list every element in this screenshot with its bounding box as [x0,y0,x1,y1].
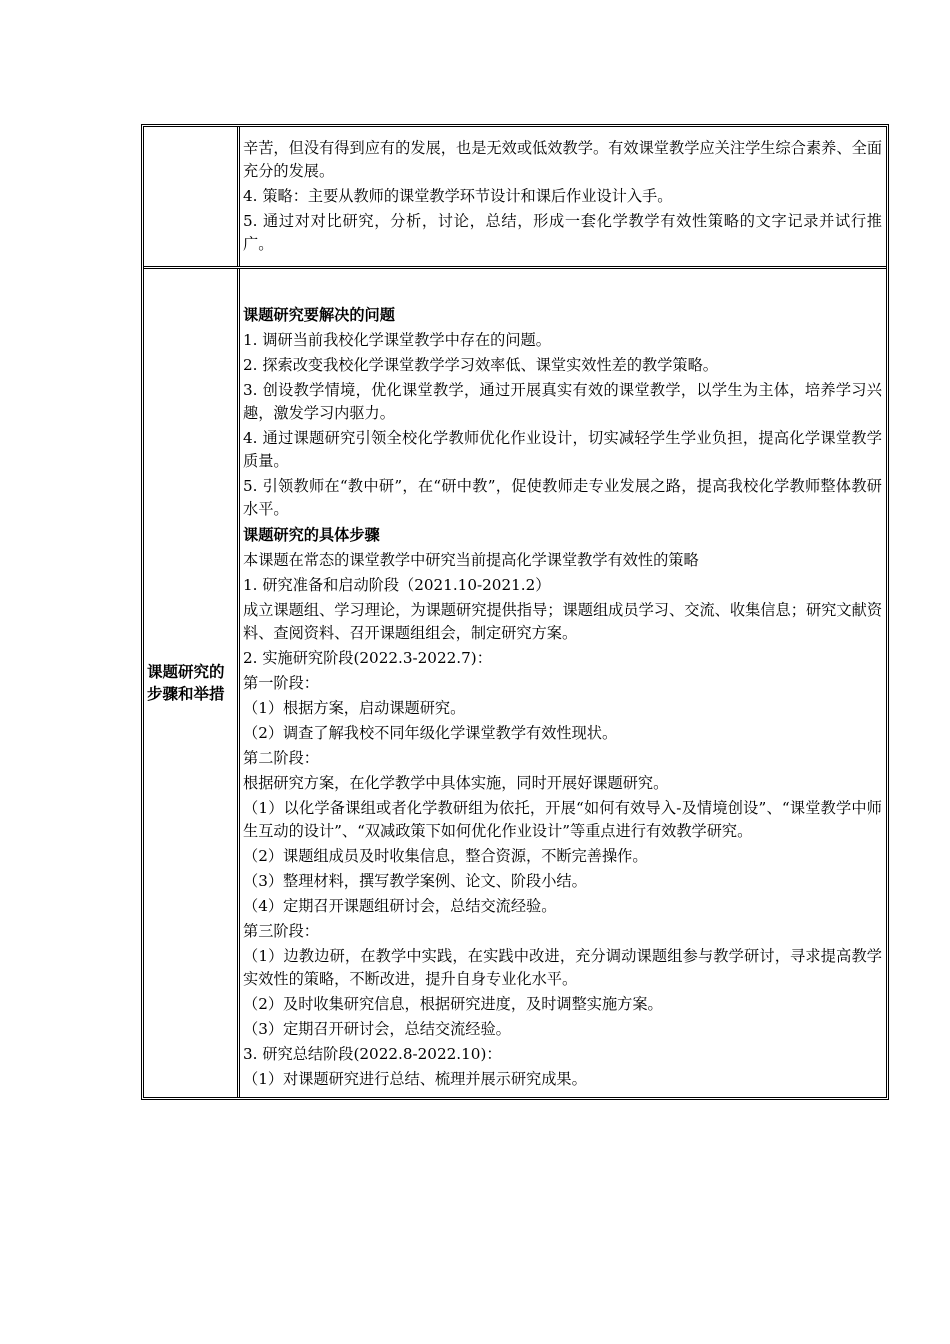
paragraph: （1）对课题研究进行总结、梳理并展示研究成果。 [243,1070,587,1088]
table-row [144,127,886,269]
paragraph: 辛苦，但没有得到应有的发展，也是无效或低效教学。有效课堂教学应关注学生综合素养、全面充分的发展。 [243,139,882,180]
paragraph: （1）以化学备课组或者化学教研组为依托，开展“如何有效导入-及情境创设”、“课堂教学中师生互动的设计”、“双减政策下如何优化作业设计”等重点进行有效教学研究。 [243,799,882,840]
paragraph: 第三阶段： [243,922,319,940]
row-label: 课题研究的步骤和举措 [144,269,240,1097]
paragraph: 3. 研究总结阶段(2022.8-2022.10)： [243,1045,502,1063]
paragraph: （2）课题组成员及时收集信息，整合资源，不断完善操作。 [243,847,648,865]
row-label [144,127,240,266]
document-table [141,124,889,1100]
section-heading: 课题研究要解决的问题 [243,306,395,324]
paragraph: 根据研究方案，在化学教学中具体实施，同时开展好课题研究。 [243,774,669,792]
row-content [240,269,886,1097]
paragraph: （4）定期召开课题组研讨会，总结交流经验。 [243,897,557,915]
section-heading: 课题研究的具体步骤 [243,526,380,544]
paragraph: 第一阶段： [243,674,319,692]
row-content [240,127,886,266]
paragraph: 2. 探索改变我校化学课堂教学学习效率低、课堂实效性差的教学策略。 [243,356,718,374]
paragraph: （3）整理材料，撰写教学案例、论文、阶段小结。 [243,872,587,890]
paragraph: （1）根据方案，启动课题研究。 [243,699,466,717]
paragraph: 5. 引领教师在“教中研”，在“研中教”，促使教师走专业发展之路，提高我校化学教师整体教研水平。 [243,477,882,518]
paragraph: 1. 研究准备和启动阶段（2021.10-2021.2） [243,576,551,594]
paragraph: （2）调查了解我校不同年级化学课堂教学有效性现状。 [243,724,618,742]
paragraph: 2. 实施研究阶段(2022.3-2022.7)： [243,649,492,667]
paragraph: 本课题在常态的课堂教学中研究当前提高化学课堂教学有效性的策略 [243,551,699,569]
table-row [144,269,886,1097]
paragraph: 4. 通过课题研究引领全校化学教师优化作业设计，切实减轻学生学业负担，提高化学课堂教学质量。 [243,429,882,470]
paragraph: （2）及时收集研究信息，根据研究进度，及时调整实施方案。 [243,995,663,1013]
paragraph: 4. 策略：主要从教师的课堂教学环节设计和课后作业设计入手。 [243,187,673,205]
paragraph: 3. 创设教学情境，优化课堂教学，通过开展真实有效的课堂教学，以学生为主体，培养学习兴趣，激发学习内驱力。 [243,381,882,422]
paragraph: 第二阶段： [243,749,319,767]
paragraph: 成立课题组、学习理论，为课题研究提供指导；课题组成员学习、交流、收集信息；研究文献资料、查阅资料、召开课题组组会，制定研究方案。 [243,601,882,642]
paragraph: （1）边教边研，在教学中实践，在实践中改进，充分调动课题组参与教学研讨，寻求提高教学实效性的策略，不断改进，提升自身专业化水平。 [243,947,882,988]
paragraph: （3）定期召开研讨会，总结交流经验。 [243,1020,511,1038]
paragraph: 1. 调研当前我校化学课堂教学中存在的问题。 [243,331,551,349]
paragraph: 5. 通过对对比研究，分析，讨论，总结，形成一套化学教学有效性策略的文字记录并试行推广。 [243,212,882,253]
